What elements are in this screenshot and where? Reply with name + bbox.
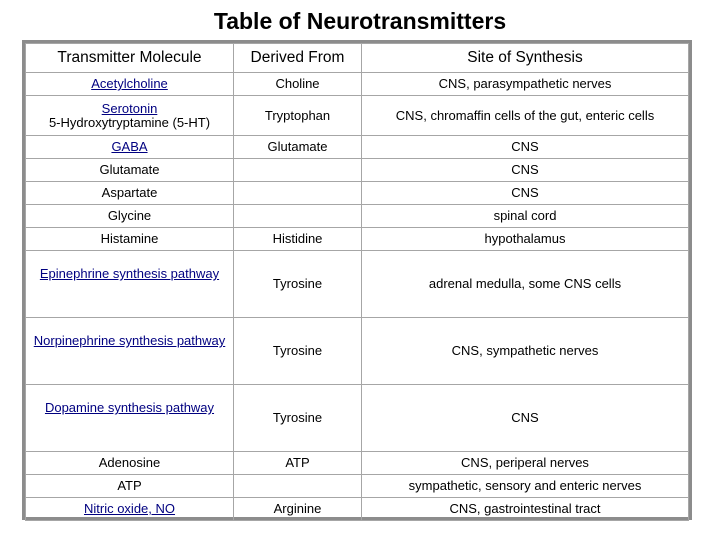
table-row	[26, 452, 689, 475]
molecule-cell: Aspartate	[26, 182, 234, 205]
derived-cell: Tryptophan	[234, 96, 362, 136]
table-row	[26, 73, 689, 96]
table-row	[26, 205, 689, 228]
table-row	[26, 318, 689, 385]
molecule-cell	[26, 498, 234, 521]
table-row	[26, 182, 689, 205]
molecule-cell	[26, 318, 234, 385]
nitric-oxide-link[interactable]: Nitric oxide, NO	[83, 501, 176, 516]
site-cell: CNS, periperal nerves	[362, 452, 689, 475]
site-cell: sympathetic, sensory and enteric nerves	[362, 475, 689, 498]
table-row	[26, 159, 689, 182]
site-cell: CNS, chromaffin cells of the gut, enteric cells	[362, 96, 689, 136]
derived-cell	[234, 475, 362, 498]
neurotransmitter-table	[25, 43, 689, 521]
header-derived-from: Derived From	[234, 44, 362, 73]
table-row	[26, 136, 689, 159]
table-row	[26, 475, 689, 498]
derived-cell: Choline	[234, 73, 362, 96]
table-row	[26, 96, 689, 136]
molecule-cell	[26, 73, 234, 96]
neurotransmitter-table-frame	[22, 40, 692, 520]
derived-cell	[234, 159, 362, 182]
dopamine-synthesis-link[interactable]: Dopamine synthesis pathway	[44, 400, 215, 415]
derived-cell: Glutamate	[234, 136, 362, 159]
derived-cell: Tyrosine	[234, 385, 362, 452]
acetylcholine-link[interactable]: Acetylcholine	[91, 76, 168, 91]
site-cell: CNS, gastrointestinal tract	[362, 498, 689, 521]
serotonin-link[interactable]: Serotonin	[101, 100, 158, 116]
header-site-of-synthesis: Site of Synthesis	[362, 44, 689, 73]
site-cell: CNS	[362, 385, 689, 452]
site-cell: CNS	[362, 159, 689, 182]
molecule-cell	[26, 136, 234, 159]
molecule-cell: Glycine	[26, 205, 234, 228]
header-transmitter-molecule: Transmitter Molecule	[26, 44, 234, 73]
site-cell: hypothalamus	[362, 228, 689, 251]
site-cell: CNS	[362, 136, 689, 159]
molecule-cell	[26, 251, 234, 318]
molecule-subtitle: 5-Hydroxytryptamine (5-HT)	[48, 114, 211, 130]
derived-cell: Tyrosine	[234, 318, 362, 385]
derived-cell: Tyrosine	[234, 251, 362, 318]
epinephrine-synthesis-link[interactable]: Epinephrine synthesis pathway	[39, 266, 220, 281]
molecule-cell	[26, 385, 234, 452]
molecule-cell: Glutamate	[26, 159, 234, 182]
molecule-cell: Adenosine	[26, 452, 234, 475]
gaba-link[interactable]: GABA	[111, 139, 148, 154]
derived-cell: Arginine	[234, 498, 362, 521]
table-row	[26, 498, 689, 521]
table-row	[26, 251, 689, 318]
molecule-cell: Histamine	[26, 228, 234, 251]
site-cell: CNS, parasympathetic nerves	[362, 73, 689, 96]
table-row	[26, 228, 689, 251]
norpinephrine-synthesis-link[interactable]: Norpinephrine synthesis pathway	[33, 333, 226, 348]
site-cell: spinal cord	[362, 205, 689, 228]
site-cell: CNS, sympathetic nerves	[362, 318, 689, 385]
site-cell: adrenal medulla, some CNS cells	[362, 251, 689, 318]
derived-cell	[234, 182, 362, 205]
derived-cell	[234, 205, 362, 228]
header-row	[26, 44, 689, 73]
molecule-cell	[26, 96, 234, 136]
table-row	[26, 385, 689, 452]
derived-cell: ATP	[234, 452, 362, 475]
molecule-cell: ATP	[26, 475, 234, 498]
site-cell: CNS	[362, 182, 689, 205]
derived-cell: Histidine	[234, 228, 362, 251]
page-title: Table of Neurotransmitters	[213, 8, 507, 34]
